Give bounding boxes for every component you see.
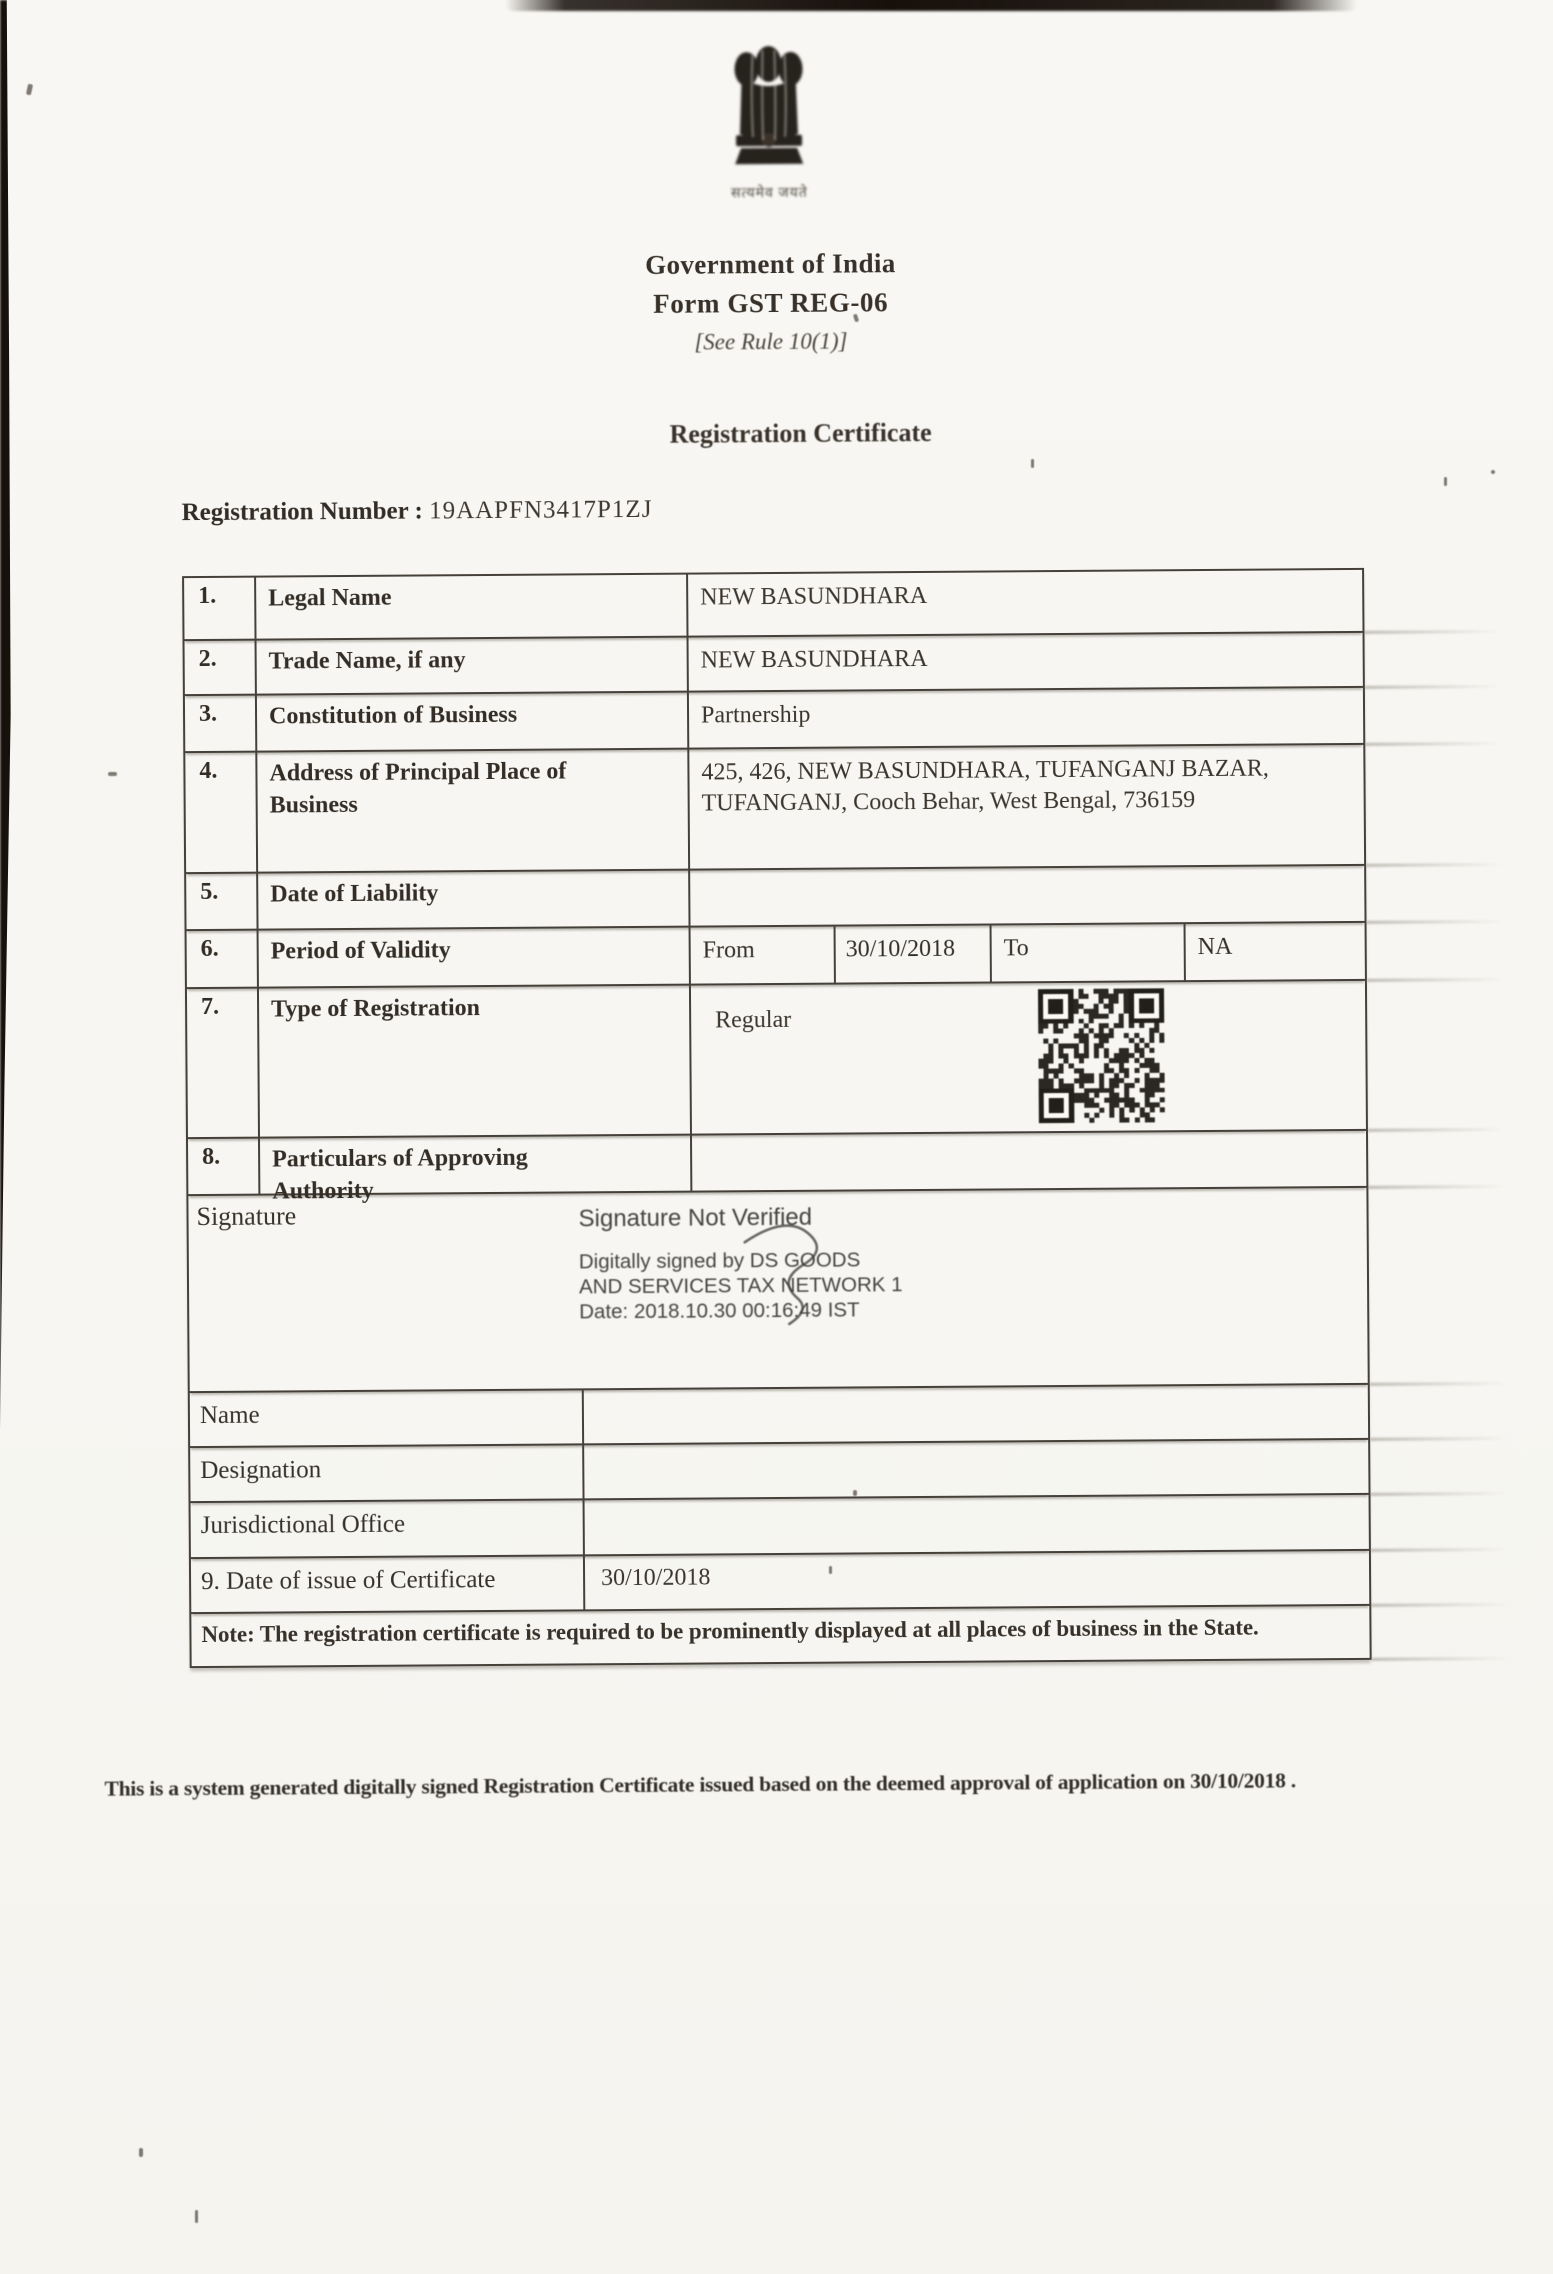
- row-value: 425, 426, NEW BASUNDHARA, TUFANGANJ BAZAR, TUFANGANJ, Cooch Behar, West Bengal, 736159: [701, 755, 1269, 817]
- government-of-india-title: Government of India: [644, 248, 896, 280]
- table-row-date-of-issue: [191, 1551, 1369, 1614]
- row-value: [692, 1131, 1366, 1191]
- registration-type-value: Regular: [715, 1006, 792, 1034]
- row-label: Type of Registration: [259, 986, 692, 1137]
- validity-to-label: To: [992, 924, 1186, 981]
- row-serial: 7.: [187, 989, 260, 1137]
- ashoka-lion-capital-emblem: [721, 42, 816, 194]
- certificate-table: [182, 568, 1372, 1668]
- row-serial: 6.: [187, 931, 259, 988]
- registration-certificate-title: Registration Certificate: [669, 417, 932, 449]
- row-label: 9. Date of issue of Certificate: [191, 1556, 585, 1612]
- row-value: NEW BASUNDHARA: [700, 582, 928, 611]
- row-serial: 1.: [184, 578, 256, 640]
- signature-cell: [188, 1188, 1367, 1391]
- signature-date-line: Date: 2018.10.30 00:16:49 IST: [579, 1298, 860, 1324]
- row-value: NEW BASUNDHARA: [700, 645, 928, 674]
- row-label: Name: [190, 1390, 584, 1446]
- row-value: [691, 981, 1366, 1134]
- signed-by-line: AND SERVICES TAX NETWORK 1: [578, 1273, 903, 1299]
- satyameva-jayate-motto: सत्यमेव जयते: [730, 185, 808, 202]
- qr-code: [1038, 988, 1165, 1123]
- row-value: [585, 1495, 1369, 1554]
- validity-from-label: From: [691, 927, 836, 984]
- row-label: Date of Liability: [258, 871, 690, 929]
- signature-not-verified-text: Signature Not Verified: [578, 1203, 813, 1233]
- note-text: Note: The registration certificate is required to be prominently displayed at all places of business in the State.: [201, 1614, 1259, 1648]
- row-serial: 3.: [185, 696, 257, 752]
- table-row-designation: [190, 1440, 1368, 1503]
- table-row-jurisdictional-office: [191, 1495, 1369, 1559]
- rule-reference: [See Rule 10(1)]: [694, 328, 848, 355]
- row-label: Designation: [190, 1445, 584, 1501]
- row-serial: 5.: [186, 874, 258, 930]
- table-row-name: [190, 1385, 1368, 1448]
- row-label: Constitution of Business: [257, 693, 689, 751]
- row-value: [584, 1440, 1368, 1498]
- row-serial: 4.: [185, 753, 258, 872]
- table-row-signature: [188, 1188, 1367, 1393]
- registration-number-line: [182, 496, 653, 527]
- registration-number-label: Registration Number :: [181, 497, 423, 527]
- row-value: [690, 866, 1364, 926]
- row-label: Jurisdictional Office: [191, 1500, 585, 1557]
- row-value: Partnership: [700, 701, 811, 729]
- digital-signature-stamp: [578, 1203, 902, 1324]
- system-generated-footer: This is a system generated digitally signed Registration Certificate issued based on the deemed approval of application on 30/10/2018 .: [104, 1768, 1296, 1801]
- row-value: 30/10/2018: [600, 1564, 711, 1592]
- row-label: Address of Principal Place of Business: [257, 750, 690, 872]
- table-row-type-of-registration: [187, 981, 1366, 1139]
- row-serial: 8.: [188, 1139, 260, 1195]
- signed-by-line: Digitally signed by DS GOODS: [578, 1248, 861, 1274]
- row-label: Legal Name: [256, 575, 688, 639]
- row-label: Trade Name, if any: [257, 638, 689, 694]
- table-row-approving-authority: [188, 1131, 1366, 1205]
- table-row-trade-name: [185, 633, 1363, 696]
- table-row-note: [191, 1606, 1369, 1666]
- signature-scribble: [727, 1211, 858, 1342]
- table-row-constitution: [185, 688, 1363, 753]
- validity-to-date: NA: [1197, 933, 1233, 961]
- row-serial: 2.: [185, 641, 257, 695]
- table-row-period-of-validity: [187, 923, 1365, 989]
- validity-from-date: 30/10/2018: [836, 925, 992, 982]
- signature-label: Signature: [196, 1201, 297, 1232]
- table-row-date-of-liability: [186, 866, 1364, 931]
- row-label: Particulars of Approving Authority: [260, 1136, 692, 1194]
- registration-number-value: 19AAPFN3417P1ZJ: [428, 495, 653, 525]
- table-row-address: [185, 745, 1364, 874]
- table-row-legal-name: [184, 570, 1362, 641]
- form-gst-reg-06-title: Form GST REG-06: [653, 287, 889, 319]
- row-value: [584, 1385, 1368, 1443]
- row-label: Period of Validity: [259, 928, 691, 987]
